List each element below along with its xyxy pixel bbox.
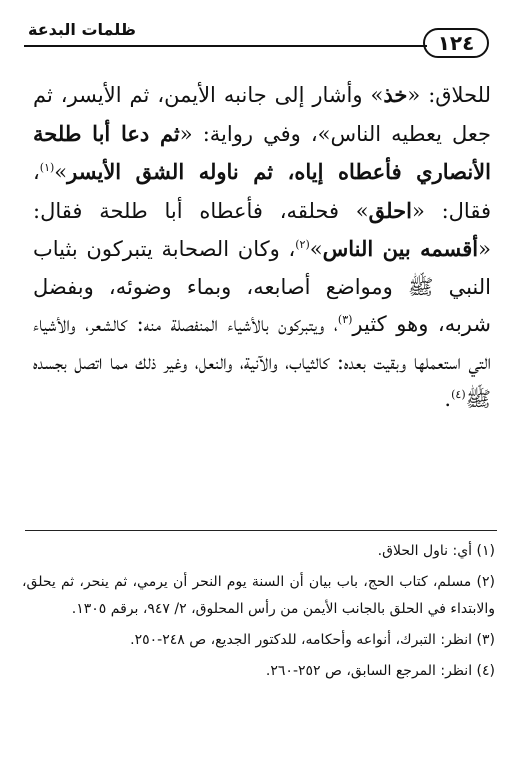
footnote-ref: (٤) — [451, 388, 466, 401]
text-segment: ، فقال: « — [33, 160, 491, 223]
footnotes — [22, 538, 495, 685]
quote-bold: خذ — [383, 82, 408, 107]
running-title: ظلمات البدعة — [24, 20, 140, 39]
header-rule — [24, 45, 427, 47]
footnote-ref: (١) — [39, 161, 55, 174]
page-number: ١٢٤ — [423, 28, 489, 58]
main-text — [33, 76, 491, 419]
text-segment: . — [444, 387, 452, 411]
quote-bold: ثم دعا أبا طلحة الأنصاري فأعطاه إياه، ثم ناوله الشق الأيسر — [33, 120, 491, 184]
footnote: (٢) مسلم، كتاب الحج، باب بيان أن السنة يوم النحر أن يرمي، ثم ينحر، ثم يحلق، والابتداء في الحلق بالجانب الأيمن من رأس المحلوق، ٢/ ٩٤٧، برقم ١٣٠٥. — [22, 574, 495, 617]
footnote: (١) أي: ناول الحلاق. — [377, 543, 495, 559]
text-segment: ، وكان الصحابة يتبركون بثياب النبي ﷺ ومواضع أصابعه، وبماء وضوئه، وبفضل شربه، وهو كثير — [33, 237, 491, 336]
text-segment: » — [309, 237, 323, 261]
quote-bold: احلق — [368, 197, 412, 223]
footnote-separator — [25, 530, 497, 531]
text-segment: » فحلقه، فأعطاه أبا طلحة فقال: « — [33, 198, 492, 261]
footnote: (٤) انظر: المرجع السابق، ص ٢٥٢-٢٦٠. — [265, 663, 495, 679]
footnote-ref: (٣) — [337, 313, 353, 326]
quote-bold: أقسمه بين الناس — [322, 236, 479, 261]
text-segment: » — [54, 160, 68, 184]
text-segment: للحلاق: « — [407, 83, 491, 107]
page-header — [24, 20, 497, 62]
text-segment: ، ويتبركون بالأشياء المنفصلة منه: كالشعر، والأشياء التي استعملها وبقيت بعده: كالثياب، والآنية، والنعل، وغير ذلك مما اتصل بجسده ﷺ — [33, 312, 491, 411]
text-segment: » وأشار إلى جانبه الأيمن، ثم الأيسر، ثم جعل يعطيه الناس»، وفي رواية: « — [33, 83, 491, 146]
footnote: (٣) انظر: التبرك، أنواعه وأحكامه، للدكتور الجديع، ص ٢٤٨-٢٥٠. — [130, 632, 495, 648]
footnote-ref: (٢) — [295, 238, 310, 251]
